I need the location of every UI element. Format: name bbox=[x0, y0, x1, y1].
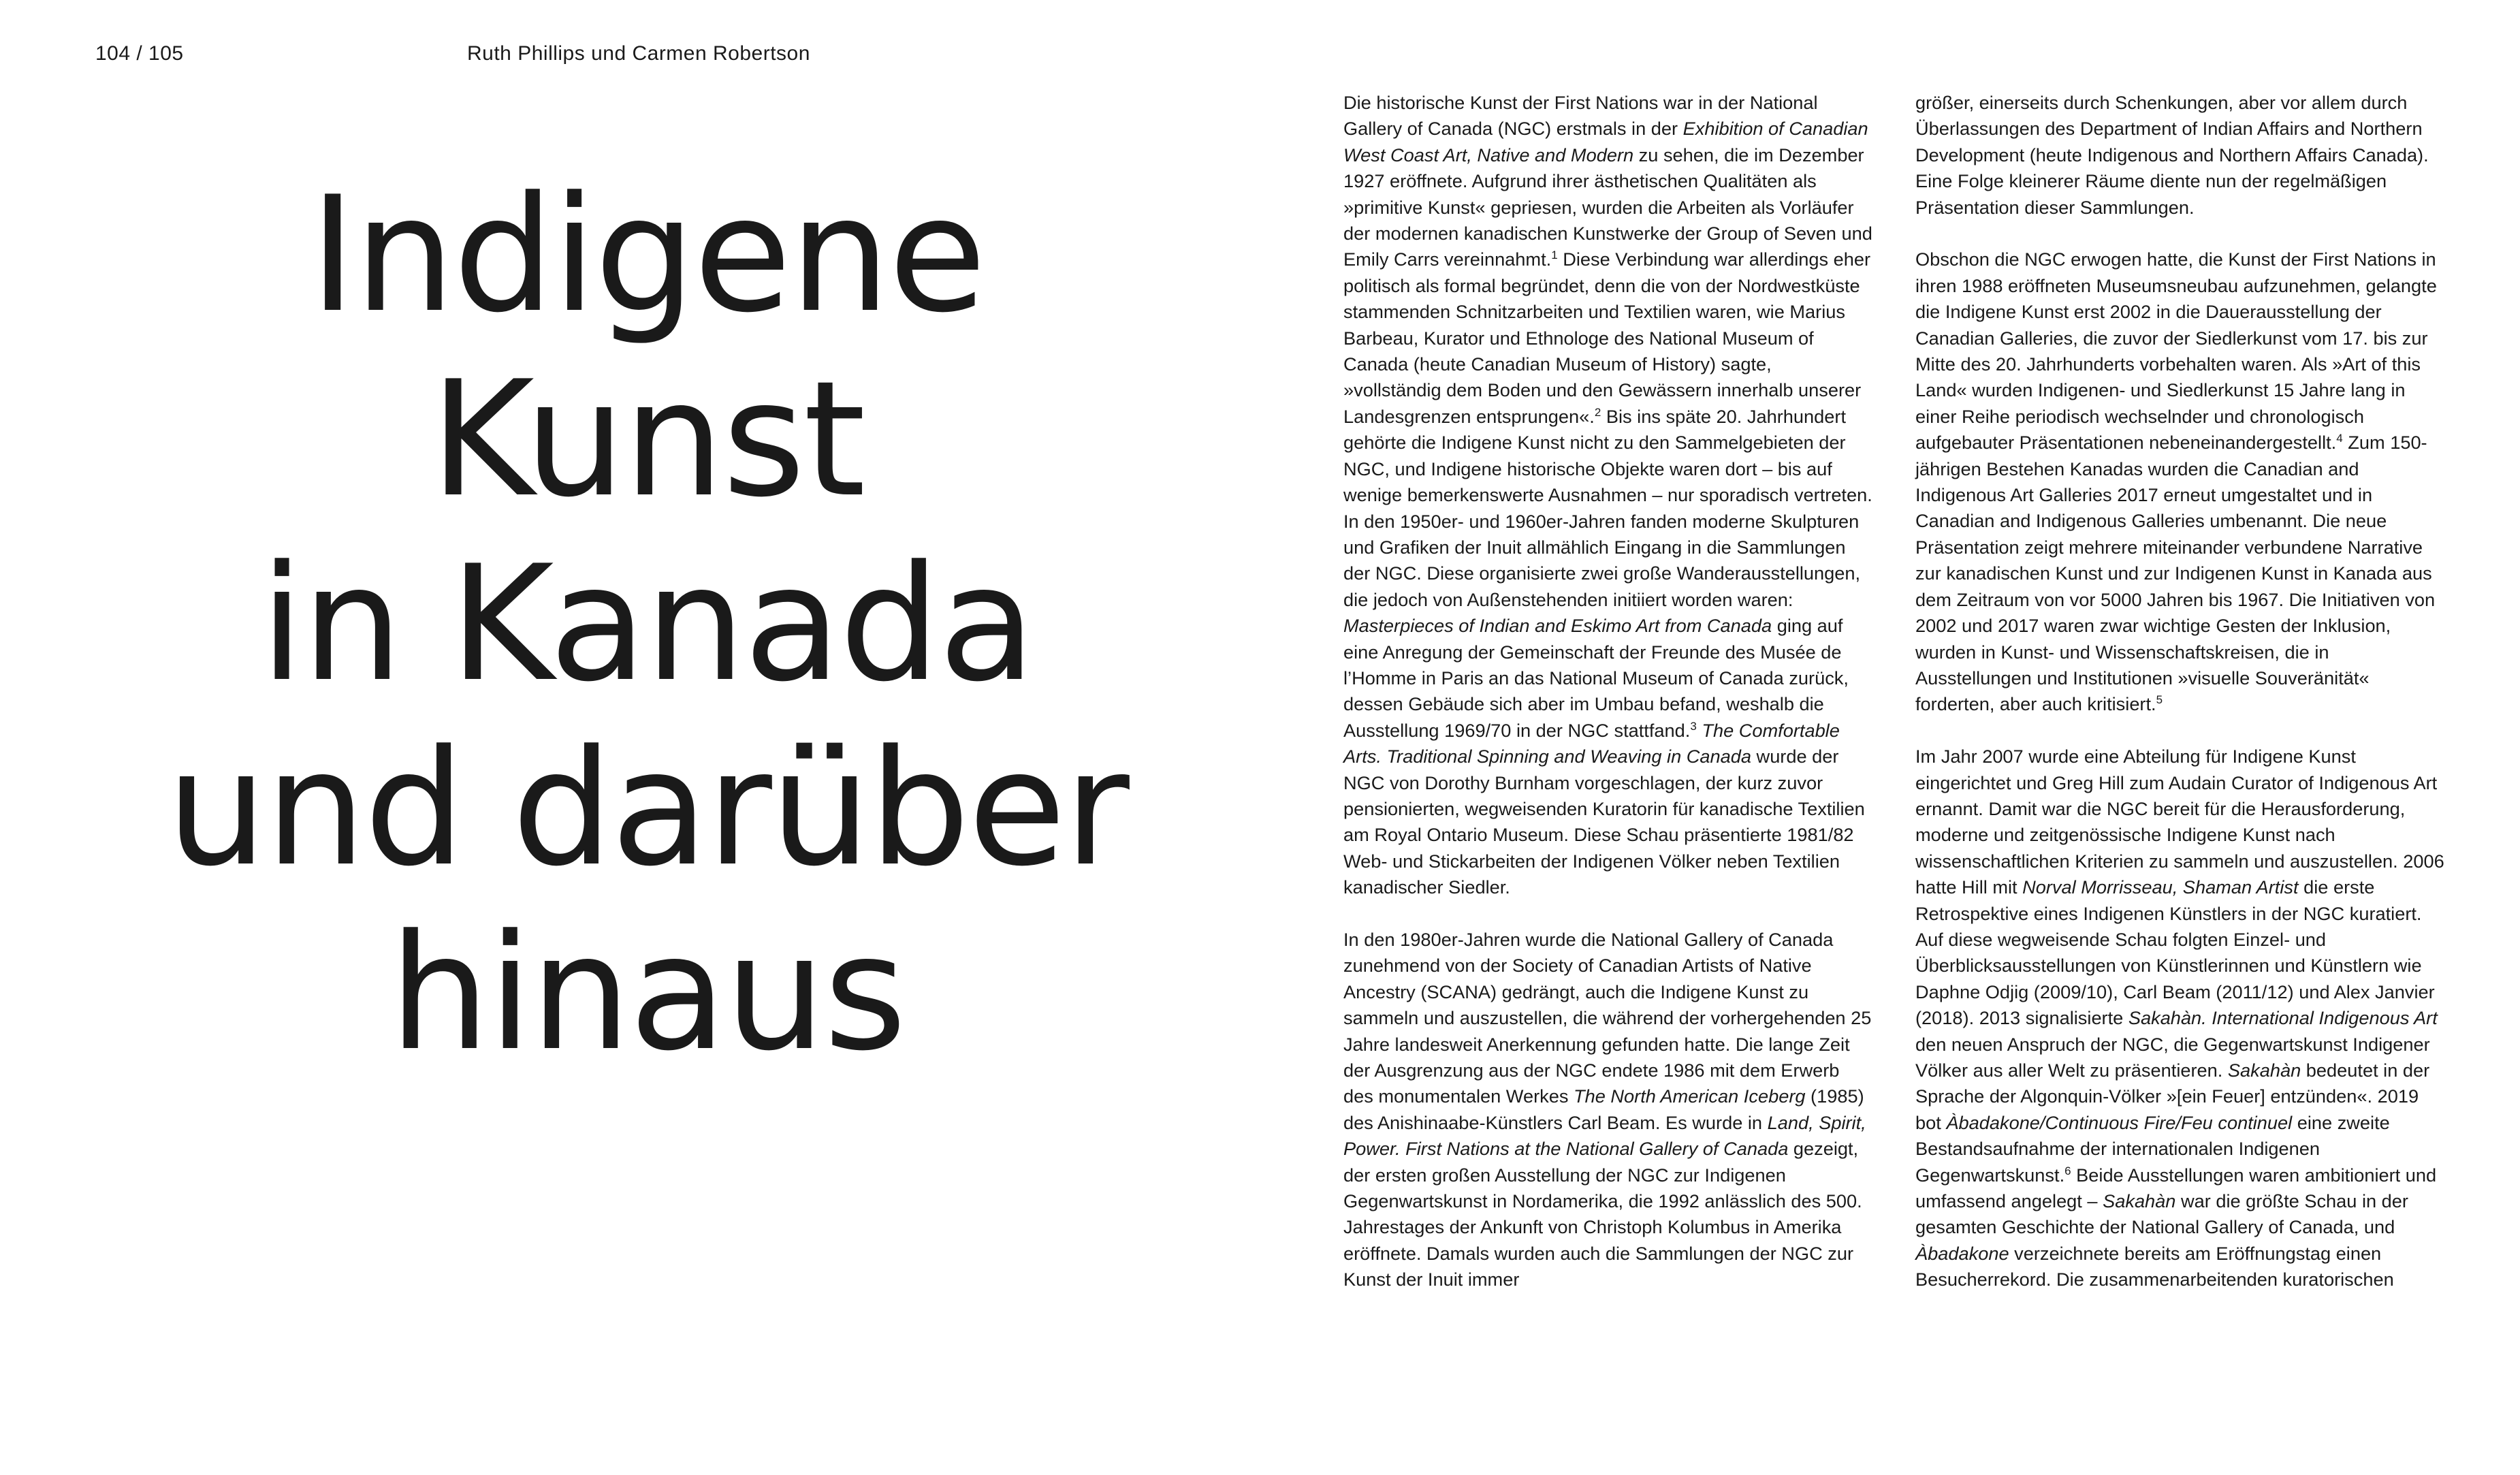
exhibition-title: Norval Morrisseau, Shaman Artist bbox=[2022, 876, 2299, 898]
title-line: Indigene bbox=[309, 163, 985, 348]
exhibition-title: Exhibition of Canadian West Coast Art, Native and Modern bbox=[1343, 118, 1868, 165]
text-run: die erste Retrospektive eines Indigenen Künstlers in der NGC kuratiert. Auf diese wegweisende Schau folgten Einzel- und Überblicksausstellungen von Künstlerinnen und Künstlern wie Daphne Odjig (2009/10), Carl Beam (2011/12) und Alex Janvier (2018). 2013 signalisierte bbox=[1915, 876, 2435, 1029]
footnote-marker: 2 bbox=[1594, 405, 1601, 419]
text-run: In den 1980er-Jahren wurde die National Gallery of Canada zunehmend von der Society of Canadian Artists of Native Ancestry (SCANA) gedrängt, auch die Indigene Kunst zu sammeln und auszustellen, die während der vorhergehenden 25 Jahre landesweit Anerkennung gefunden hatte. Die lange Zeit der Ausgrenzung aus der NGC endete 1986 mit dem Erwerb des monumentalen Werkes bbox=[1343, 928, 1872, 1107]
paragraph bbox=[1343, 927, 1873, 1293]
title-line: und darüber bbox=[166, 716, 1128, 902]
exhibition-title: Sakahàn. International Indigenous Art bbox=[2128, 1007, 2438, 1029]
paragraph bbox=[1915, 247, 2445, 717]
footnote-marker: 6 bbox=[2064, 1164, 2071, 1177]
exhibition-title: Sakahàn bbox=[2227, 1060, 2301, 1081]
text-run: Obschon die NGC erwogen hatte, die Kunst der First Nations in ihren 1988 eröffneten Museumsneubau aufzunehmen, gelangte die Indigene Kunst erst 2002 in die Dauerausstellung der Canadian Galleries, die zuvor der Siedlerkunst vom 17. bis zur Mitte des 20. Jahrhunderts vorbehalten waren. Als »Art of this Land« wurden Indigenen- und Siedlerkunst 15 Jahre lang in einer Reihe periodisch wechselnder und chronologisch aufgebauter Präsentationen nebeneinandergestellt. bbox=[1915, 249, 2437, 454]
footnote-marker: 4 bbox=[2336, 432, 2343, 445]
text-run: Bis ins späte 20. Jahrhundert gehörte die Indigene Kunst nicht zu den Sammelgebieten der NGC, und Indigene historische Objekte waren dort – bis auf wenige bemerkenswerte Ausnahmen – nur sporadisch vertreten. In den 1950er- und 1960er-Jahren fanden moderne Skulpturen und Grafiken der Inuit allmählich Eingang in die Sammlungen der NGC. Diese organisierte zwei große Wanderausstellungen, die jedoch von Außenstehenden initiiert worden waren: bbox=[1343, 405, 1872, 610]
title-line: Kunst bbox=[430, 347, 864, 533]
text-run: ging auf eine Anregung der Gemeinschaft der Freunde des Musée de l’Homme in Paris an das National Museum of Canada zurück, dessen Gebäude sich aber im Umbau befand, weshalb die Ausstellung 1969/70 in der NGC stattfand. bbox=[1343, 615, 1849, 741]
text-run: war die größte Schau in der gesamten Geschichte der National Gallery of Canada, und bbox=[1915, 1190, 2408, 1238]
footnote-marker: 1 bbox=[1551, 249, 1558, 262]
exhibition-title: Àbadakone/Continuous Fire/Feu continuel bbox=[1946, 1111, 2293, 1133]
text-run: Diese Verbindung war allerdings eher politisch als formal begründet, denn die von der Nordwestküste stammenden Schnitzarbeiten und Textilien waren, wie Marius Barbeau, Kurator und Ethnologe des National Museum of Canada (heute Canadian Museum of History) sagte, »vollständig dem Boden und den Gewässern innerhalb unserer Landesgrenzen entsprungen«. bbox=[1343, 249, 1871, 427]
footnote-marker: 5 bbox=[2156, 693, 2163, 707]
text-run: (1985) des Anishinaabe-Künstlers Carl Beam. Es wurde in bbox=[1343, 1085, 1864, 1133]
exhibition-title: Land, Spirit, Power. First Nations at the National Gallery of Canada bbox=[1343, 1111, 1866, 1160]
text-run: verzeichnete bereits am Eröffnungstag einen Besucherrekord. Die zusammenarbeitenden kuratorischen bbox=[1915, 1242, 2394, 1290]
footnote-marker: 3 bbox=[1690, 719, 1697, 733]
exhibition-title: Masterpieces of Indian and Eskimo Art from Canada bbox=[1343, 615, 1772, 637]
text-column-right bbox=[1915, 90, 2445, 1293]
paragraph bbox=[1915, 90, 2445, 221]
text-column-left bbox=[1343, 90, 1873, 1293]
text-run: wurde der NGC von Dorothy Burnham vorgeschlagen, der kurz zuvor pensionierten, wegweisenden Kuratorin für kanadische Textilien am Royal Ontario Museum. Diese Schau präsentierte 1981/82 Web- und Stickarbeiten der Indigenen Völker neben Textilien kanadischer Siedler. bbox=[1343, 746, 1865, 898]
title-line: hinaus bbox=[389, 901, 905, 1086]
exhibition-title: The Comfortable Arts. Traditional Spinning and Weaving in Canada bbox=[1343, 719, 1840, 767]
text-run: größer, einerseits durch Schenkungen, aber vor allem durch Überlassungen des Department of Indian Affairs and Northern Development (heute Indigenous and Northern Affairs Canada). Eine Folge kleinerer Räume diente nun der regelmäßigen Präsentation dieser Sammlungen. bbox=[1915, 92, 2429, 218]
running-head-authors: Ruth Phillips und Carmen Robertson bbox=[467, 42, 810, 65]
page-numbers: 104 / 105 bbox=[95, 42, 184, 65]
exhibition-title: Sakahàn bbox=[2103, 1190, 2176, 1212]
text-run: zu sehen, die im Dezember 1927 eröffnete. Aufgrund ihrer ästhetischen Qualitäten als »primitive Kunst« gepriesen, wurden die Arbeiten als Vorläufer der modernen kanadischen Kunstwerke der Group of Seven und Emily Carrs vereinnahmt. bbox=[1343, 144, 1872, 270]
paragraph bbox=[1343, 90, 1873, 901]
paragraph bbox=[1915, 744, 2445, 1293]
title-line: in Kanada bbox=[259, 532, 1034, 717]
text-run: Die historische Kunst der First Nations war in der National Gallery of Canada (NGC) erstmals in der bbox=[1343, 92, 1818, 140]
text-run: Zum 150-jährigen Bestehen Kanadas wurden die Canadian and Indigenous Art Galleries 2017 erneut umgestaltet und in Canadian and Indigenous Galleries umbenannt. Die neue Präsentation zeigt mehrere miteinander verbundene Narrative zur kanadischen Kunst und zur Indigenen Kunst in Kanada aus dem Zeitraum von vor 5000 Jahren bis 1967. Die Initiativen von 2002 und 2017 waren zwar wichtige Gesten der Inklusion, wurden in Kunst- und Wissenschaftskreisen, die in Ausstellungen und Institutionen »visuelle Souveränität« forderten, aber auch kritisiert. bbox=[1915, 432, 2436, 715]
text-run: gezeigt, der ersten großen Ausstellung der NGC zur Indigenen Gegenwartskunst in Nordamerika, die 1992 anlässlich des 500. Jahrestages der Ankunft von Christoph Kolumbus in Amerika eröffnete. Damals wurden auch die Sammlungen der NGC zur Kunst der Inuit immer bbox=[1343, 1138, 1862, 1290]
text-run: Im Jahr 2007 wurde eine Abteilung für Indigene Kunst eingerichtet und Greg Hill zum Audain Curator of Indigenous Art ernannt. Damit war die NGC bereit für die Herausforderung, moderne und zeitgenössische Indigene Kunst nach wissenschaftlichen Kriterien zu sammeln und auszustellen. 2006 hatte Hill mit bbox=[1915, 746, 2444, 898]
text-run: bedeutet in der Sprache der Algonquin-Völker »[ein Feuer] entzünden«. 2019 bot bbox=[1915, 1060, 2430, 1133]
text-run: den neuen Anspruch der NGC, die Gegenwartskunst Indigener Völker aus aller Welt zu präsentieren. bbox=[1915, 1033, 2430, 1081]
text-run: Beide Ausstellungen waren ambitioniert und umfassend angelegt – bbox=[1915, 1164, 2437, 1212]
text-run: eine zweite Bestandsaufnahme der internationalen Indigenen Gegenwartskunst. bbox=[1915, 1111, 2390, 1186]
chapter-title bbox=[68, 163, 1226, 1086]
exhibition-title: Àbadakone bbox=[1915, 1242, 2009, 1264]
artwork-title: The North American Iceberg bbox=[1574, 1085, 1806, 1107]
